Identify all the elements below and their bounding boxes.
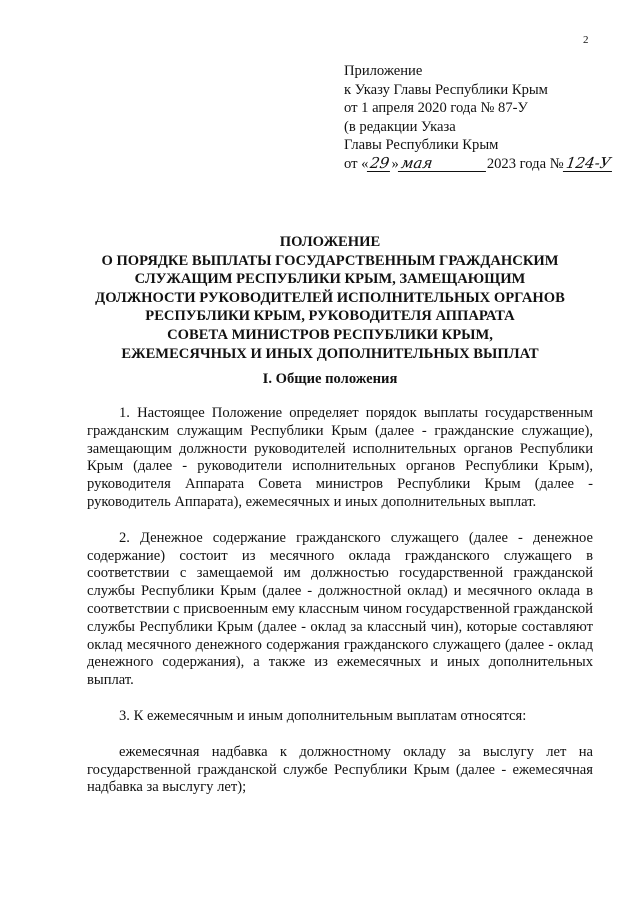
title-line: О ПОРЯДКЕ ВЫПЛАТЫ ГОСУДАРСТВЕННЫМ ГРАЖДАНСКИМ	[101, 252, 559, 269]
appendix-line: к Указу Главы Республики Крым	[344, 81, 548, 98]
appendix-line: Главы Республики Крым	[344, 137, 499, 153]
date-separator: »	[391, 155, 399, 172]
appendix-block	[344, 62, 614, 173]
body-text	[87, 405, 593, 815]
paragraph: ежемесячная надбавка к должностному окладу за выслугу лет на государственной гражданской службе Республики Крым (далее - ежемесячная надбавка за выслугу лет);	[87, 743, 593, 796]
paragraph: 3. К ежемесячным и иным дополнительным выплатам относятся:	[119, 707, 527, 724]
handwritten-day: 29	[369, 153, 391, 172]
date-suffix: 2023 года №	[486, 155, 564, 172]
appendix-date-line	[344, 155, 614, 174]
title-line: ЕЖЕМЕСЯЧНЫХ И ИНЫХ ДОПОЛНИТЕЛЬНЫХ ВЫПЛАТ	[121, 345, 539, 362]
handwritten-month: мая	[398, 156, 488, 172]
date-prefix: от «	[344, 155, 369, 172]
paragraph: 1. Настоящее Положение определяет порядок выплаты государственным гражданским служащим Республики Крым (далее - гражданские служащие), замещающим должности руководителей исполнительных органов Республики Крым (далее - руководители исполнительных органов Республики Крым), руководителя Аппарата Совета министров Республики Крым (далее - руководитель Аппарата), ежемесячных и иных дополнительных выплат.	[87, 405, 593, 510]
paragraph: 2. Денежное содержание гражданского служащего (далее - денежное содержание) состоит из месячного оклада гражданского служащего в соответствии с замещаемой им должностью государственной гражданской службы Республики Крым (далее - должностной оклад) и месячного оклада в соответствии с присвоенным ему классным чином государственной гражданской службы Республики Крым (далее - оклад за классный чин), которые составляют оклад месячного денежного содержания гражданского служащего (далее - оклад денежного содержания), а также из ежемесячных и иных дополнительных выплат.	[87, 529, 593, 689]
document-title	[60, 233, 600, 363]
title-line: СОВЕТА МИНИСТРОВ РЕСПУБЛИКИ КРЫМ,	[167, 326, 493, 343]
section-heading: I. Общие положения	[262, 371, 398, 387]
title-line: РЕСПУБЛИКИ КРЫМ, РУКОВОДИТЕЛЯ АППАРАТА	[145, 308, 515, 325]
title-line: ПОЛОЖЕНИЕ	[279, 234, 381, 250]
title-line: СЛУЖАЩИМ РЕСПУБЛИКИ КРЫМ, ЗАМЕЩАЮЩИМ	[134, 271, 526, 288]
page-number: 2	[583, 34, 589, 46]
appendix-line: Приложение	[344, 63, 423, 79]
handwritten-decree-number: 124-У	[564, 153, 612, 172]
title-line: ДОЛЖНОСТИ РУКОВОДИТЕЛЕЙ ИСПОЛНИТЕЛЬНЫХ ОРГАНОВ	[95, 289, 565, 306]
appendix-line: (в редакции Указа	[344, 118, 456, 135]
appendix-line: от 1 апреля 2020 года № 87-У	[344, 100, 528, 116]
